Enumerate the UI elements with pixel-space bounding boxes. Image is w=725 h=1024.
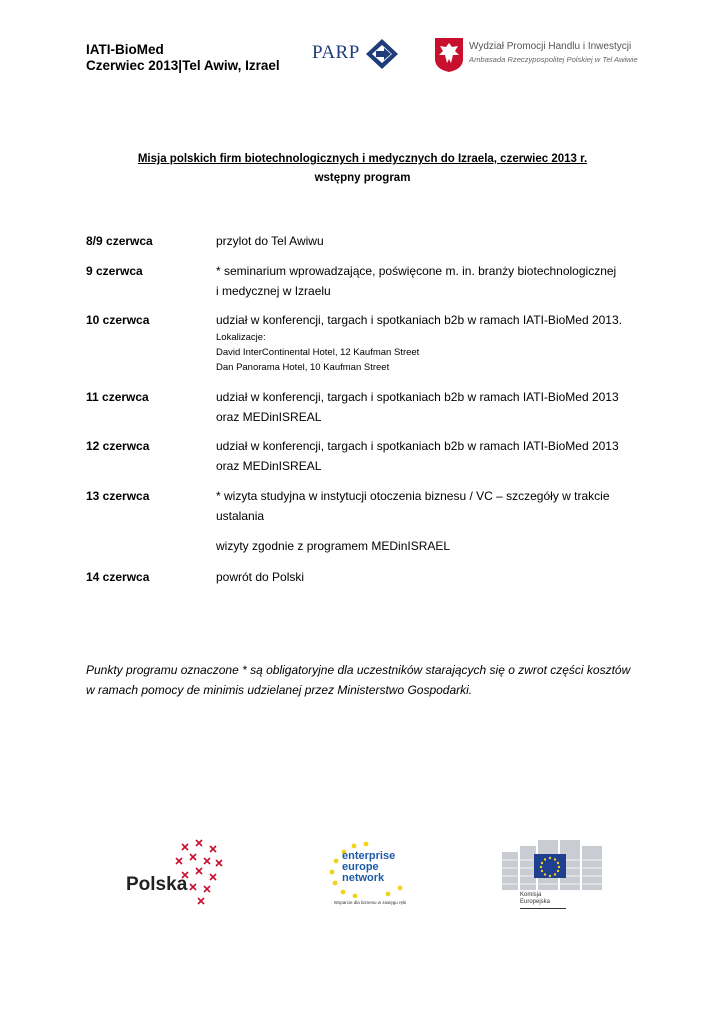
footnote (86, 660, 656, 700)
een-tagline: Wsparcie dla biznesu w zasięgu ręki (333, 900, 407, 905)
event-name: IATI-BioMed (86, 42, 164, 57)
parp-logo-text: PARP (312, 42, 360, 63)
footnote-line: w ramach pomocy de minimis udzielanej przez Ministerstwo Gospodarki. (86, 683, 473, 697)
schedule-desc (216, 387, 646, 427)
parp-logo (312, 38, 402, 70)
schedule-desc (216, 436, 646, 476)
footnote-line: Punkty programu oznaczone * są obligatoryjne dla uczestników starających się o zwrot części kosztów (86, 663, 631, 677)
schedule-line: udział w konferencji, targach i spotkaniach b2b w ramach IATI-BioMed 2013 (216, 439, 619, 453)
schedule-line: * wizyta studyjna w instytucji otoczenia biznesu / VC – szczegóły w trakcie (216, 489, 610, 503)
schedule-line: oraz MEDinISREAL (216, 410, 322, 424)
schedule-line: wizyty zgodnie z programem MEDinISRAEL (216, 539, 451, 553)
location-item: David InterContinental Hotel, 12 Kaufman Street (216, 347, 420, 358)
polska-logo (124, 838, 228, 908)
schedule-desc (216, 231, 646, 251)
een-line: enterprise (342, 850, 396, 862)
schedule-line: przylot do Tel Awiwu (216, 234, 324, 248)
schedule-day: 10 czerwca (86, 313, 150, 327)
header-title-block (86, 42, 280, 74)
polish-eagle-icon (434, 37, 464, 73)
schedule-day: 12 czerwca (86, 439, 150, 453)
location-label: Lokalizacje: (216, 332, 266, 343)
schedule-line: udział w konferencji, targach i spotkaniach b2b w ramach IATI-BioMed 2013 (216, 390, 619, 404)
european-commission-logo (498, 836, 608, 916)
een-line: europe (342, 861, 379, 873)
polska-pattern-icon (172, 838, 226, 908)
page-title (0, 150, 725, 188)
embassy-line2: Ambasada Rzeczypospolitej Polskiej w Tel Awiwie (469, 55, 638, 64)
polska-logo-text: Polska (126, 874, 188, 895)
schedule-line: i medycznej w Izraelu (216, 284, 331, 298)
parp-logo-icon (364, 38, 400, 70)
schedule-line: oraz MEDinISREAL (216, 459, 322, 473)
embassy-logo (434, 37, 644, 73)
commission-underline (520, 908, 566, 909)
embassy-line1: Wydział Promocji Handlu i Inwestycji (469, 41, 632, 52)
schedule-line: * seminarium wprowadzające, poświęcone m. in. branży biotechnologicznej (216, 264, 617, 278)
schedule-day: 11 czerwca (86, 390, 149, 404)
schedule-day: 14 czerwca (86, 570, 150, 584)
schedule-desc (216, 567, 646, 587)
event-date-place: Czerwiec 2013|Tel Awiw, Izrael (86, 58, 280, 73)
schedule-desc (216, 261, 646, 301)
een-line: network (342, 872, 385, 884)
commission-logo-text (520, 892, 550, 906)
schedule-line: ustalania (216, 509, 265, 523)
schedule-day: 13 czerwca (86, 489, 150, 503)
schedule-desc (216, 310, 646, 375)
location-item: Dan Panorama Hotel, 10 Kaufman Street (216, 362, 390, 373)
schedule-day: 8/9 czerwca (86, 234, 153, 248)
schedule-day: 9 czerwca (86, 264, 143, 278)
title-line2: wstępny program (314, 172, 411, 184)
schedule-line: udział w konferencji, targach i spotkaniach b2b w ramach IATI-BioMed 2013. (216, 313, 622, 327)
ke-line: Komisja (520, 892, 542, 898)
een-logo-text (342, 851, 395, 884)
ke-line: Europejska (520, 899, 551, 905)
schedule-desc (216, 486, 646, 556)
commission-building-icon (498, 836, 608, 892)
schedule-line: powrót do Polski (216, 570, 305, 584)
title-line1: Misja polskich firm biotechnologicznych i medycznych do Izraela, czerwiec 2013 r. (137, 153, 588, 165)
enterprise-europe-network-logo (320, 838, 420, 914)
